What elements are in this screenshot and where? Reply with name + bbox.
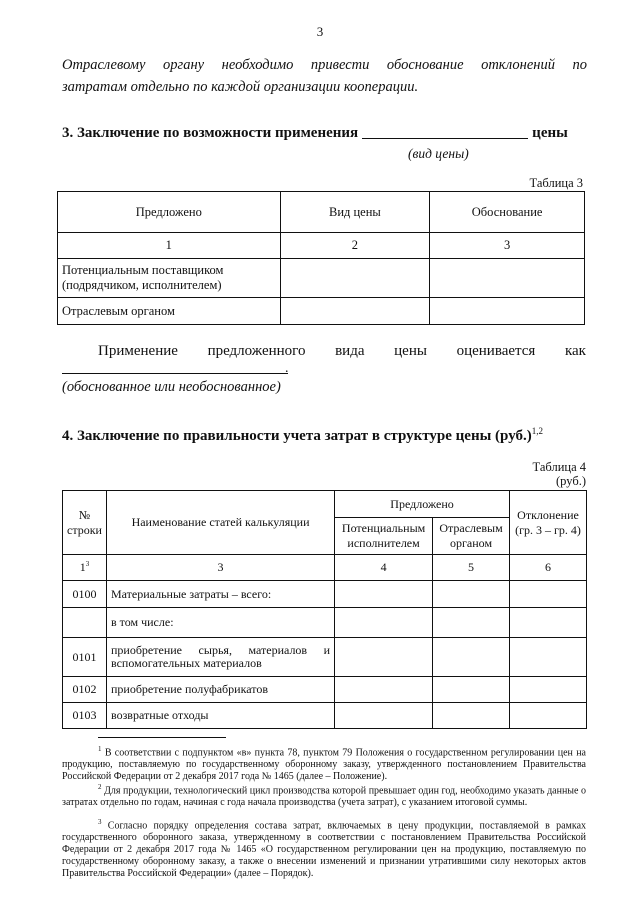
table3-cell <box>280 298 430 325</box>
apply-word: как <box>564 343 586 359</box>
apply-word: цены <box>394 343 427 359</box>
table-row <box>63 703 587 729</box>
table3-num-3: 3 <box>430 233 585 259</box>
table4-header-offered: Предложено <box>335 491 510 518</box>
table-row <box>63 677 587 703</box>
footnote-1 <box>62 743 586 783</box>
row-code: 0101 <box>63 638 107 677</box>
table4-header-potential: Потенциальным исполнителем <box>335 518 433 555</box>
row-name: приобретение сырья, материалов и вспомогательных материалов <box>106 638 334 677</box>
section4-title-text: 4. Заключение по правильности учета затрат в структуре цены (руб.) <box>62 428 532 444</box>
section3-title-right: цены <box>532 125 568 141</box>
table3-header-justification: Обоснование <box>430 192 585 233</box>
footnote-mark: 3 <box>98 818 102 826</box>
table4-caption <box>533 460 586 489</box>
table4-cell <box>510 638 587 677</box>
table4-num: 5 <box>433 555 510 581</box>
apply-word: Применение <box>98 343 178 359</box>
table-row <box>63 581 587 608</box>
intro-line-1: Отраслевому органу необходимо привести обоснование отклонений по <box>62 57 587 73</box>
table3-num-2: 2 <box>280 233 430 259</box>
table4-num: 3 <box>106 555 334 581</box>
footnote-separator <box>98 737 226 738</box>
table-row <box>58 298 585 325</box>
footnote-mark: 1 <box>98 745 102 753</box>
table4-cell <box>433 703 510 729</box>
footnote-mark: 2 <box>98 783 102 791</box>
table4-cell <box>335 703 433 729</box>
table4-cell <box>510 608 587 638</box>
section3-title-left: 3. Заключение по возможности применения <box>62 125 359 141</box>
table4-cell <box>335 608 433 638</box>
footnote-text: В соответствии с подпунктом «в» пункта 78, пунктом 79 Положения о государственном регулировании цен на продукцию, поставляемую по государственному оборонному заказу, утвержденного постановлением Правительства Российской Федерации от 2 декабря 2017 года № 1465 (далее – Положение). <box>62 747 586 783</box>
table4-cell <box>433 581 510 608</box>
table4-cell <box>335 581 433 608</box>
table-4 <box>62 490 587 729</box>
footnote-text: Согласно порядку определения состава затрат, включаемых в цену продукции, поставляемой в рамках государственного оборонного заказа, утвержденному в соответствии с постановлением Правительства Российской Федерации от 2 декабря 2017 года № 1465 «О государственном регулировании цен на продукцию, поставляемую по государственному оборонному заказу, а также о внесении изменений и признании утратившими силу некоторых актов Правительства Российской Федерации» (далее – Порядок). <box>62 820 587 880</box>
table4-num-text: 1 <box>79 560 86 574</box>
apply-word: вида <box>335 343 365 359</box>
assessment-period: . <box>285 361 289 376</box>
footnote-3 <box>62 816 586 880</box>
row-code: 0100 <box>63 581 107 608</box>
table-3 <box>57 191 585 325</box>
table4-cell <box>433 638 510 677</box>
row-name: в том числе: <box>106 608 334 638</box>
section3-title <box>62 124 568 142</box>
row-code: 0103 <box>63 703 107 729</box>
table-row <box>63 638 587 677</box>
price-type-note: (вид цены) <box>408 146 469 161</box>
table4-cell <box>335 638 433 677</box>
table4-caption-title: Таблица 4 <box>532 460 586 474</box>
row-name: возвратные отходы <box>106 703 334 729</box>
table3-number-row <box>58 233 585 259</box>
table3-row-label-industry: Отраслевым органом <box>58 298 281 325</box>
table4-cell <box>510 677 587 703</box>
table3-header-row <box>58 192 585 233</box>
page-number: 3 <box>316 24 324 39</box>
table-row <box>58 259 585 298</box>
table3-cell <box>430 298 585 325</box>
row-name: Материальные затраты – всего: <box>106 581 334 608</box>
apply-word: предложенного <box>207 343 306 359</box>
table4-cell <box>433 608 510 638</box>
table3-num-1: 1 <box>58 233 281 259</box>
intro-line-2: затратам отдельно по каждой организации кооперации. <box>62 79 419 95</box>
footnote-text: Для продукции, технологический цикл производства которой превышает один год, необходимо указать данные о затратах отдельно по годам, начиная с года начала производства (учета затрат), с указанием итоговой суммы. <box>62 785 587 809</box>
footnote-2 <box>62 781 586 809</box>
table4-caption-unit: (руб.) <box>556 474 586 488</box>
table4-header-row-no: № строки <box>63 491 107 555</box>
table-row <box>63 608 587 638</box>
table4-num: 6 <box>510 555 587 581</box>
price-type-blank <box>362 124 528 139</box>
table4-num: 4 <box>335 555 433 581</box>
table4-cell <box>335 677 433 703</box>
table4-num <box>63 555 107 581</box>
table4-cell <box>433 677 510 703</box>
table3-row-label-supplier: Потенциальным поставщиком (подрядчиком, исполнителем) <box>58 259 281 298</box>
table4-num-footnote: 3 <box>85 560 90 568</box>
table4-number-row <box>63 555 587 581</box>
row-code <box>63 608 107 638</box>
table3-cell <box>280 259 430 298</box>
apply-word: оценивается <box>456 343 536 359</box>
table4-header-row <box>63 491 587 518</box>
intro-paragraph <box>62 54 587 98</box>
table4-header-deviation: Отклонение (гр. 3 – гр. 4) <box>510 491 587 555</box>
assessment-blank <box>62 373 288 374</box>
table3-caption: Таблица 3 <box>529 176 583 190</box>
section4-title-footnote: 1,2 <box>531 426 543 436</box>
table3-header-offered: Предложено <box>58 192 281 233</box>
section4-title <box>62 426 543 445</box>
table3-header-price-type: Вид цены <box>280 192 430 233</box>
row-code: 0102 <box>63 677 107 703</box>
application-sentence <box>98 343 586 360</box>
table4-cell <box>510 703 587 729</box>
table4-header-industry: Отраслевым органом <box>433 518 510 555</box>
table3-cell <box>430 259 585 298</box>
row-name: приобретение полуфабрикатов <box>106 677 334 703</box>
table4-cell <box>510 581 587 608</box>
table4-header-name: Наименование статей калькуляции <box>106 491 334 555</box>
assessment-note: (обоснованное или необоснованное) <box>62 379 281 395</box>
